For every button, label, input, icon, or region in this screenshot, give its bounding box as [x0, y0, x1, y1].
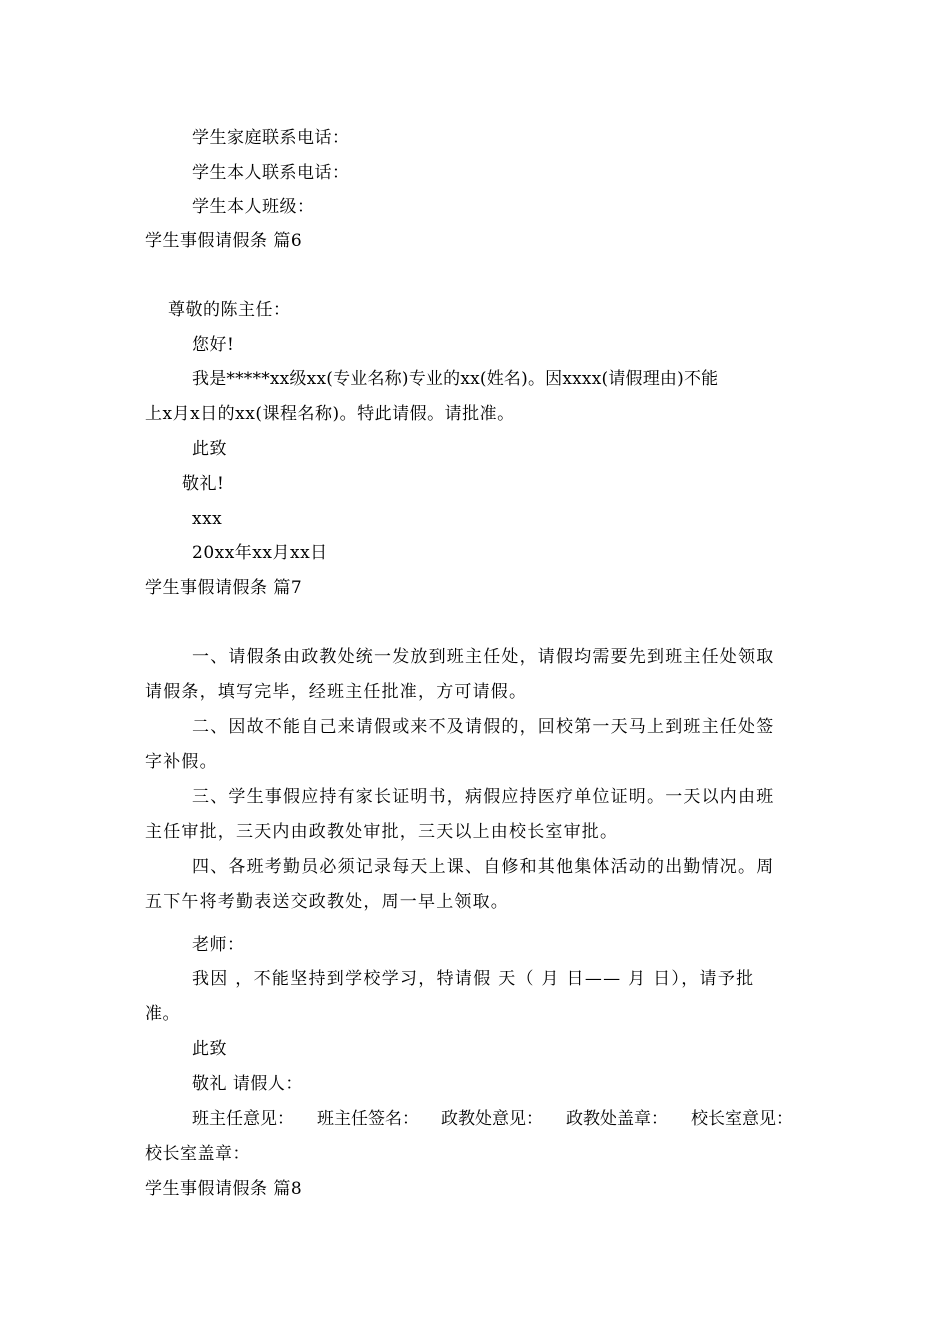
section6-greeting: 您好!: [192, 335, 235, 355]
principal-stamp-label: 校长室盖章：: [145, 1144, 250, 1164]
section7-rule4-line2: 五下午将考勤表送交政教处，周一早上领取。: [145, 892, 509, 912]
section7-rule4-line1: 四、各班考勤员必须记录每天上课、自修和其他集体活动的出勤情况。周: [192, 857, 775, 877]
section6-body-line2: 上x月x日的xx(课程名称)。特此请假。请批准。: [145, 404, 515, 424]
political-office-stamp-label: 政教处盖章：: [566, 1109, 668, 1129]
homeroom-opinion-label: 班主任意见：: [192, 1109, 294, 1129]
own-class-label: 学生本人班级：: [192, 197, 315, 217]
section7-rule1-line1: 一、请假条由政教处统一发放到班主任处，请假均需要先到班主任处领取: [192, 647, 775, 667]
section7-request-line2: 准。: [145, 1004, 180, 1024]
section7-closing2: 敬礼 请假人：: [192, 1074, 303, 1094]
section7-closing1: 此致: [192, 1039, 227, 1059]
section6-body-line1: 我是*****xx级xx(专业名称)专业的xx(姓名)。因xxxx(请假理由)不能: [192, 369, 719, 389]
section7-teacher: 老师：: [192, 935, 245, 955]
section6-salutation: 尊敬的陈主任：: [168, 300, 291, 320]
section7-rule2-line1: 二、因故不能自己来请假或来不及请假的，回校第一天马上到班主任处签: [192, 717, 775, 737]
own-phone-label: 学生本人联系电话：: [192, 163, 350, 183]
section7-rule3-line1: 三、学生事假应持有家长证明书，病假应持医疗单位证明。一天以内由班: [192, 787, 775, 807]
section7-rule1-line2: 请假条，填写完毕，经班主任批准，方可请假。: [145, 682, 528, 702]
section6-signer: xxx: [192, 509, 223, 529]
political-office-opinion-label: 政教处意见：: [441, 1109, 543, 1129]
principal-opinion-label: 校长室意见：: [691, 1109, 793, 1129]
section6-heading: 学生事假请假条 篇6: [145, 231, 303, 251]
section7-heading: 学生事假请假条 篇7: [145, 578, 303, 598]
home-phone-label: 学生家庭联系电话：: [192, 128, 350, 148]
section7-rule3-line2: 主任审批，三天内由政教处审批，三天以上由校长室审批。: [145, 822, 619, 842]
section8-heading: 学生事假请假条 篇8: [145, 1179, 303, 1199]
section6-closing2: 敬礼!: [182, 474, 225, 494]
homeroom-signature-label: 班主任签名：: [317, 1109, 419, 1129]
section6-closing1: 此致: [192, 439, 227, 459]
section6-date: 20xx年xx月xx日: [192, 543, 328, 563]
section7-request-line1: 我因 ，不能坚持到学校学习，特请假 天（ 月 日—— 月 日），请予批: [192, 969, 755, 989]
section7-rule2-line2: 字补假。: [145, 752, 218, 772]
